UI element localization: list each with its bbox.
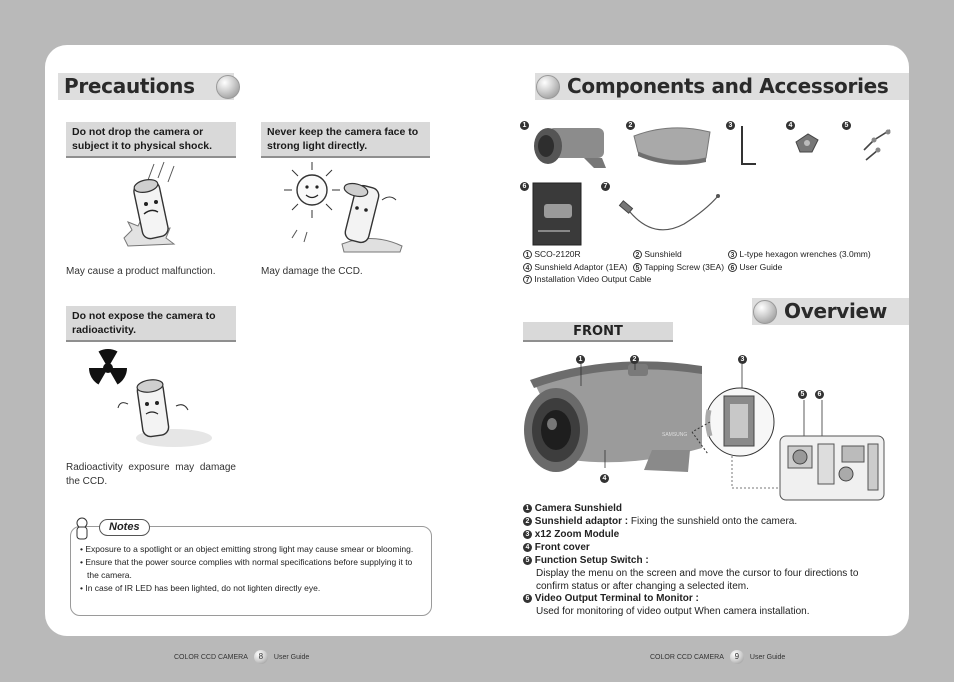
sunshield-adaptor-component-image — [794, 132, 820, 156]
component-number: 6 — [520, 182, 529, 191]
precautions-title: Precautions — [64, 74, 195, 98]
notes-character-icon — [73, 515, 91, 541]
component-item-7: 7 Installation Video Output Cable — [523, 274, 651, 284]
diagram-callout: 3 — [738, 355, 747, 364]
notes-list — [79, 543, 423, 595]
overview-item-1: 1 Camera Sunshield — [523, 502, 893, 515]
component-number: 7 — [601, 182, 610, 191]
camera-brand-label: SAMSUNG — [662, 432, 688, 438]
components-title: Components and Accessories — [567, 74, 889, 98]
radiation-hazard-icon — [89, 349, 127, 385]
component-number: 3 — [726, 121, 735, 130]
precaution-light-caption: May damage the CCD. — [261, 266, 363, 277]
user-guide-component-image — [532, 182, 582, 246]
component-number: 5 — [842, 121, 851, 130]
header-orb-icon — [536, 75, 560, 99]
precaution-box-radioactivity: Do not expose the camera to radioactivity. — [66, 306, 236, 342]
video-cable-component-image — [614, 190, 726, 236]
diagram-callout: 5 — [798, 390, 807, 399]
page-number: 8 — [254, 650, 268, 664]
component-item-2: 2 Sunshield — [633, 249, 682, 259]
note-item: • Ensure that the power source complies with normal specifications before supplying it to the camera. — [80, 557, 413, 580]
precaution-box-drop: Do not drop the camera or subject it to physical shock. — [66, 122, 236, 158]
right-footer: COLOR CCD CAMERA 9 User Guide — [650, 650, 785, 664]
component-item-3: 3 L-type hexagon wrenches (3.0mm) — [728, 249, 871, 259]
precaution-drop-caption: May cause a product malfunction. — [66, 266, 216, 277]
camera-component-image — [528, 120, 608, 172]
hex-wrench-component-image — [738, 124, 760, 170]
left-footer: COLOR CCD CAMERA 8 User Guide — [174, 650, 309, 664]
overview-item-2: 2 Sunshield adaptor : Fixing the sunshield onto the camera. — [523, 515, 893, 528]
overview-item-3: 3 x12 Zoom Module — [523, 528, 893, 541]
overview-item-5: 5 Function Setup Switch : Display the menu on the screen and move the cursor to four directions to confirm status or after changing a selected item. — [523, 554, 893, 593]
header-orb-icon — [753, 300, 777, 324]
precaution-box-strong-light: Never keep the camera face to strong light directly. — [261, 122, 430, 158]
diagram-callout: 1 — [576, 355, 585, 364]
diagram-callout: 6 — [815, 390, 824, 399]
overview-title: Overview — [784, 299, 888, 323]
header-orb-icon — [216, 75, 240, 99]
diagram-callout: 2 — [630, 355, 639, 364]
radioactive-camera-illustration — [84, 344, 214, 452]
component-item-1: 1 SCO-2120R — [523, 249, 581, 259]
tapping-screw-component-image — [860, 128, 894, 162]
page-number: 9 — [730, 650, 744, 664]
component-item-5: 5 Tapping Screw (3EA) — [633, 262, 724, 272]
component-number: 1 — [520, 121, 529, 130]
overview-item-6: 6 Video Output Terminal to Monitor : Used for monitoring of video output When camera installation. — [523, 592, 893, 618]
dropped-camera-illustration — [112, 160, 192, 255]
component-item-6: 6 User Guide — [728, 262, 782, 272]
diagram-callout: 4 — [600, 474, 609, 483]
front-label: FRONT — [523, 322, 673, 342]
component-number: 2 — [626, 121, 635, 130]
overview-item-4: 4 Front cover — [523, 541, 893, 554]
note-item: • In case of IR LED has been lighted, do not lighten directly eye. — [80, 583, 321, 593]
notes-label: Notes — [99, 519, 150, 536]
sunshield-component-image — [630, 122, 714, 168]
note-item: • Exposure to a spotlight or an object emitting strong light may cause smear or blooming. — [80, 544, 414, 554]
camera-front-diagram — [512, 350, 892, 505]
camera-facing-sun-illustration — [282, 160, 407, 260]
notes-box — [70, 521, 432, 616]
precaution-radio-caption: Radioactivity exposure may damage the CCD. — [66, 462, 236, 487]
component-number: 4 — [786, 121, 795, 130]
component-item-4: 4 Sunshield Adaptor (1EA) — [523, 262, 627, 272]
